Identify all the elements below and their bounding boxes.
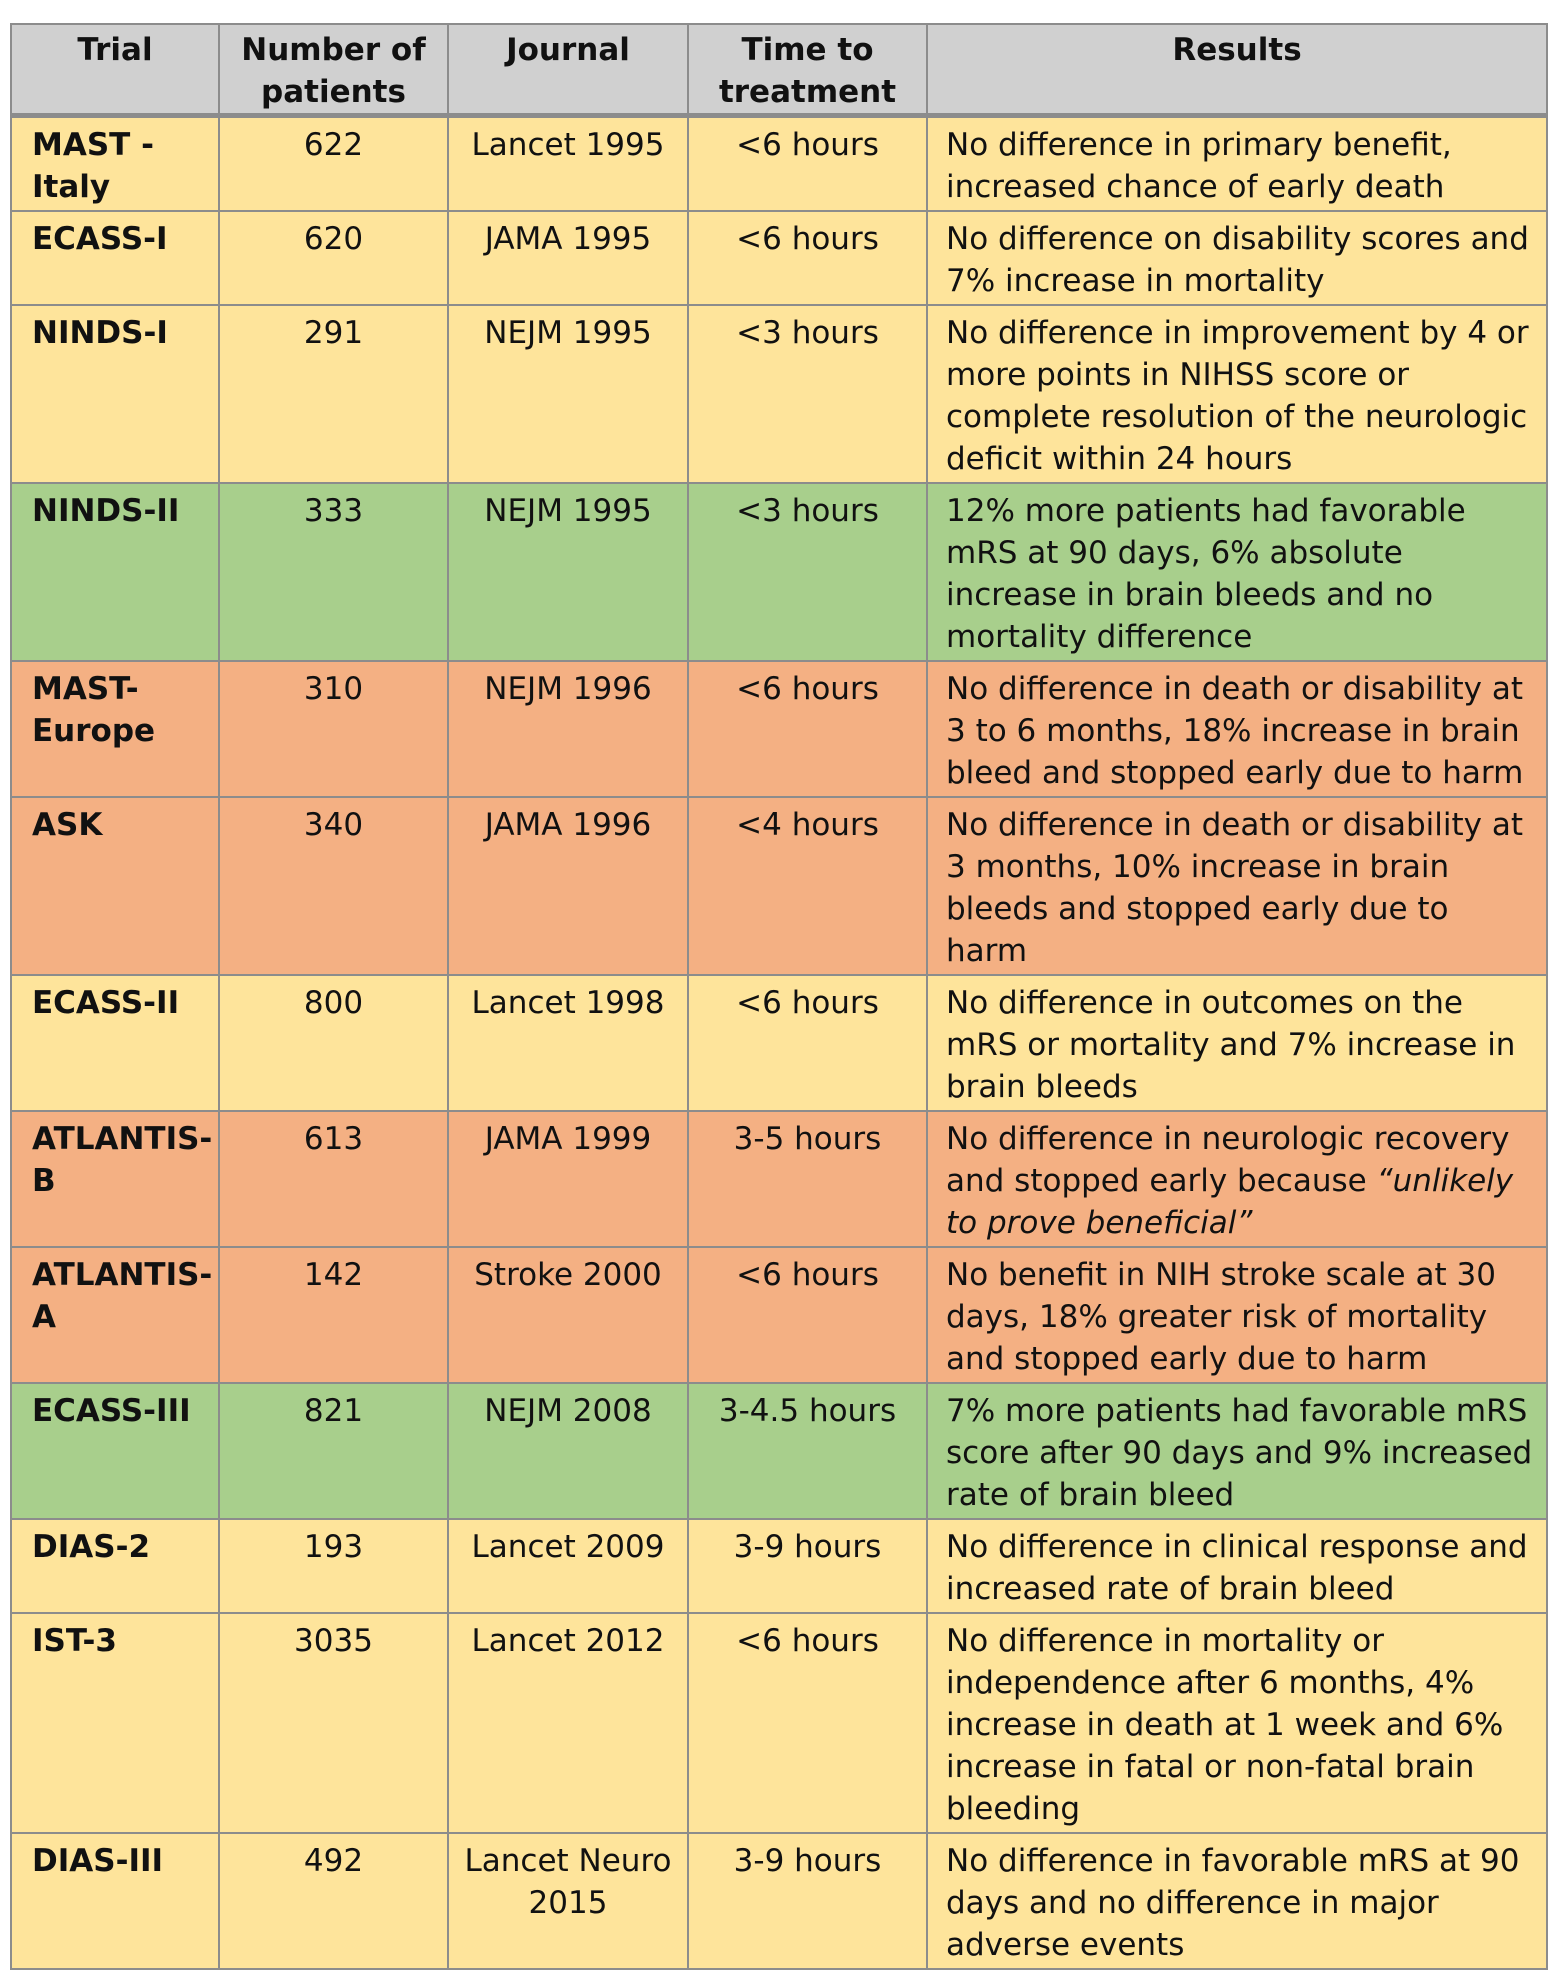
results-cell (927, 1833, 1547, 1969)
results-text: No difference in primary benefit, increased chance of early death (946, 127, 1452, 205)
results-text: No benefit in NIH stroke scale at 30 days, 18% greater risk of mortality and stopped early due to harm (946, 1257, 1496, 1377)
time-cell (688, 797, 927, 975)
trial-text: NINDS-II (32, 493, 180, 529)
table-row (11, 1833, 1547, 1969)
time-text: 3-9 hours (733, 1843, 882, 1879)
journal-text: Lancet 2012 (471, 1623, 665, 1659)
results-cell (927, 1519, 1547, 1613)
time-cell (688, 1833, 927, 1969)
header-results: Results (927, 24, 1547, 116)
time-cell (688, 116, 927, 212)
time-text: <3 hours (736, 493, 879, 529)
table-row (11, 797, 1547, 975)
trial-text: ATLANTIS-A (32, 1257, 213, 1335)
time-text: 3-5 hours (733, 1121, 882, 1157)
results-cell (927, 116, 1547, 212)
time-cell (688, 1383, 927, 1519)
trial-cell (11, 483, 219, 661)
journal-text: NEJM 1995 (484, 315, 652, 351)
patients-cell (219, 661, 448, 797)
time-cell (688, 211, 927, 305)
time-text: <3 hours (736, 315, 879, 351)
trial-cell (11, 305, 219, 483)
journal-text: Lancet 1998 (471, 985, 665, 1021)
journal-cell (448, 1833, 688, 1969)
header-time-to-treatment: Time to treatment (688, 24, 927, 116)
journal-cell (448, 1247, 688, 1383)
table-row (11, 1519, 1547, 1613)
journal-text: NEJM 1995 (484, 493, 652, 529)
patients-text: 821 (303, 1393, 364, 1429)
results-text: No difference in mortality or independence after 6 months, 4% increase in death at 1 week and 6% increase in fatal or non-fatal brain bleeding (946, 1623, 1504, 1827)
patients-text: 291 (303, 315, 364, 351)
journal-cell (448, 305, 688, 483)
trial-cell (11, 1519, 219, 1613)
trial-cell (11, 211, 219, 305)
time-cell (688, 975, 927, 1111)
patients-cell (219, 1247, 448, 1383)
journal-cell (448, 797, 688, 975)
time-text: <6 hours (736, 1623, 879, 1659)
results-cell (927, 661, 1547, 797)
time-cell (688, 1613, 927, 1833)
header-number-of-patients: Number of patients (219, 24, 448, 116)
results-cell (927, 1111, 1547, 1247)
table-header (11, 24, 1547, 116)
trials-table (10, 23, 1548, 1970)
patients-text: 193 (303, 1529, 364, 1565)
journal-cell (448, 116, 688, 212)
time-text: 3-4.5 hours (718, 1393, 897, 1429)
time-cell (688, 483, 927, 661)
table-row (11, 1613, 1547, 1833)
results-cell (927, 975, 1547, 1111)
results-text: No difference in clinical response and increased rate of brain bleed (946, 1529, 1528, 1607)
trial-text: ASK (32, 807, 103, 843)
patients-text: 620 (303, 221, 364, 257)
results-cell (927, 1383, 1547, 1519)
patients-text: 142 (303, 1257, 364, 1293)
results-text: No difference in death or disability at 3 to 6 months, 18% increase in brain bleed and stopped early due to harm (946, 671, 1524, 791)
journal-cell (448, 975, 688, 1111)
time-cell (688, 661, 927, 797)
trial-text: DIAS-2 (32, 1529, 151, 1565)
table-body (11, 116, 1547, 1970)
results-text: No difference in favorable mRS at 90 days and no difference in major adverse events (946, 1843, 1520, 1963)
table-row (11, 1247, 1547, 1383)
trial-text: DIAS-III (32, 1843, 164, 1879)
trial-text: ECASS-I (32, 221, 168, 257)
patients-text: 310 (303, 671, 364, 707)
table-row (11, 1383, 1547, 1519)
trial-text: IST-3 (32, 1623, 117, 1659)
journal-text: JAMA 1999 (484, 1121, 652, 1157)
results-cell (927, 483, 1547, 661)
journal-text: Lancet Neuro 2015 (464, 1843, 672, 1921)
trial-text: MAST-Europe (32, 671, 156, 749)
trial-cell (11, 1111, 219, 1247)
journal-cell (448, 1383, 688, 1519)
patients-text: 613 (303, 1121, 364, 1157)
journal-cell (448, 211, 688, 305)
trial-cell (11, 1613, 219, 1833)
time-text: <6 hours (736, 985, 879, 1021)
results-text: No difference on disability scores and 7% increase in mortality (946, 221, 1529, 299)
patients-cell (219, 975, 448, 1111)
trial-cell (11, 1833, 219, 1969)
time-cell (688, 1519, 927, 1613)
patients-cell (219, 1383, 448, 1519)
patients-cell (219, 211, 448, 305)
journal-cell (448, 1613, 688, 1833)
trial-cell (11, 797, 219, 975)
results-cell (927, 211, 1547, 305)
results-cell (927, 305, 1547, 483)
table-row (11, 211, 1547, 305)
patients-text: 333 (303, 493, 364, 529)
trial-text: NINDS-I (32, 315, 168, 351)
patients-cell (219, 1519, 448, 1613)
results-quote: “unlikely to prove beneficial” (946, 1163, 1514, 1241)
trial-cell (11, 661, 219, 797)
header-journal: Journal (448, 24, 688, 116)
patients-cell (219, 797, 448, 975)
patients-cell (219, 305, 448, 483)
journal-text: JAMA 1995 (484, 221, 652, 257)
table-row (11, 483, 1547, 661)
results-text: No difference in improvement by 4 or more points in NIHSS score or complete resolution of the neurologic deficit within 24 hours (946, 315, 1529, 477)
trial-text: ECASS-III (32, 1393, 191, 1429)
journal-cell (448, 1111, 688, 1247)
results-text: No difference in death or disability at 3 months, 10% increase in brain bleeds and stopped early due to harm (946, 807, 1524, 969)
table-row (11, 116, 1547, 212)
results-cell (927, 1247, 1547, 1383)
time-text: <4 hours (736, 807, 879, 843)
trial-cell (11, 975, 219, 1111)
patients-text: 492 (303, 1843, 364, 1879)
time-cell (688, 305, 927, 483)
trial-cell (11, 116, 219, 212)
time-cell (688, 1111, 927, 1247)
results-text: 7% more patients had favorable mRS score after 90 days and 9% increased rate of brain bleed (946, 1393, 1533, 1513)
trial-text: MAST - Italy (32, 127, 154, 205)
journal-text: Lancet 2009 (471, 1529, 665, 1565)
results-cell (927, 1613, 1547, 1833)
header-row (11, 24, 1547, 116)
journal-text: NEJM 2008 (484, 1393, 652, 1429)
table-row (11, 305, 1547, 483)
patients-cell (219, 1111, 448, 1247)
journal-cell (448, 483, 688, 661)
patients-cell (219, 1613, 448, 1833)
time-text: <6 hours (736, 1257, 879, 1293)
trial-cell (11, 1383, 219, 1519)
results-cell (927, 797, 1547, 975)
table-row (11, 661, 1547, 797)
trial-text: ECASS-II (32, 985, 180, 1021)
patients-cell (219, 116, 448, 212)
header-trial: Trial (11, 24, 219, 116)
time-cell (688, 1247, 927, 1383)
patients-text: 622 (303, 127, 364, 163)
journal-cell (448, 1519, 688, 1613)
results-text: No difference in outcomes on the mRS or mortality and 7% increase in brain bleeds (946, 985, 1516, 1105)
results-text: 12% more patients had favorable mRS at 90 days, 6% absolute increase in brain bleeds and no mortality difference (946, 493, 1466, 655)
patients-text: 340 (303, 807, 364, 843)
trial-text: ATLANTIS-B (32, 1121, 213, 1199)
time-text: 3-9 hours (733, 1529, 882, 1565)
table-row (11, 975, 1547, 1111)
journal-text: NEJM 1996 (484, 671, 652, 707)
patients-text: 800 (303, 985, 364, 1021)
time-text: <6 hours (736, 127, 879, 163)
time-text: <6 hours (736, 671, 879, 707)
journal-text: Lancet 1995 (471, 127, 665, 163)
results-text: No difference in neurologic recovery and stopped early because (946, 1121, 1510, 1199)
trial-cell (11, 1247, 219, 1383)
table-row (11, 1111, 1547, 1247)
journal-text: JAMA 1996 (484, 807, 652, 843)
patients-text: 3035 (294, 1623, 373, 1659)
journal-text: Stroke 2000 (474, 1257, 662, 1293)
time-text: <6 hours (736, 221, 879, 257)
patients-cell (219, 483, 448, 661)
patients-cell (219, 1833, 448, 1969)
journal-cell (448, 661, 688, 797)
